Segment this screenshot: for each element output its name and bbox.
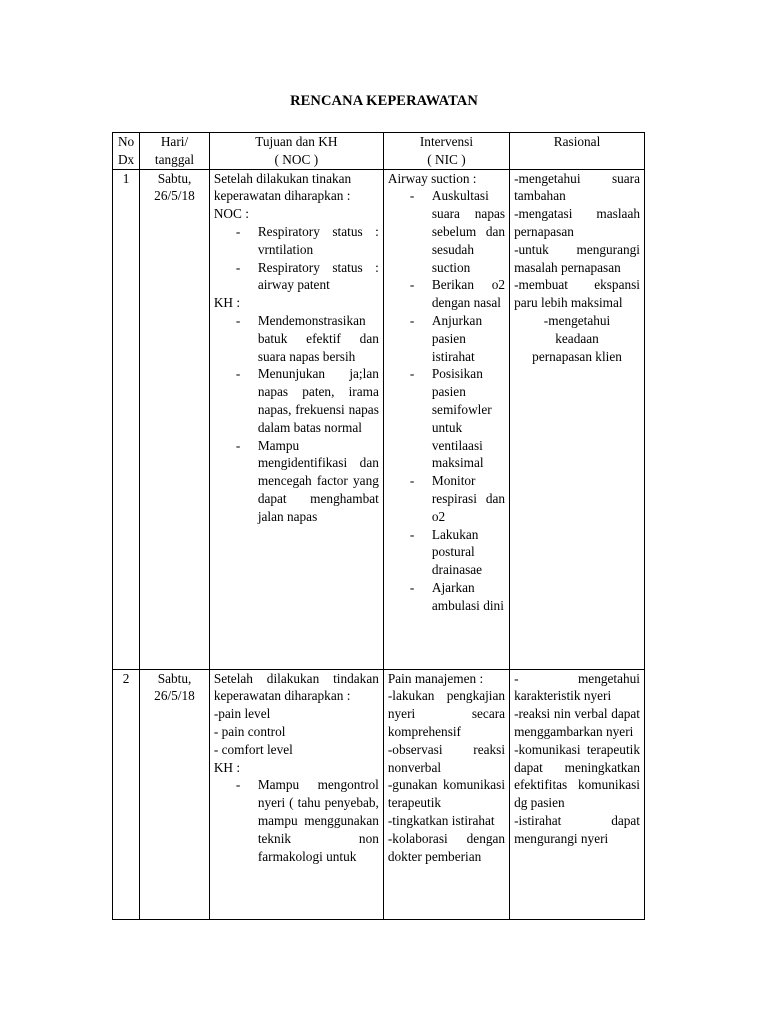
rational-item: - mengetahui karakteristik nyeri [514,670,640,704]
goal-intro: Setelah dilakukan tinakan keperawatan diharapkan : [213,170,352,204]
list-item: - Anjurkan pasien istirahat [388,312,505,365]
rational-item: -komunikasi terapeutik dapat meningkatkan efektifitas komunikasi dg pasien [514,741,640,811]
list-item: - Berikan o2 dengan nasal [388,276,505,312]
kh-list [214,776,379,865]
noc-line: - pain control [213,723,286,739]
nursing-plan-table [112,132,645,920]
intervention-item: -observasi reaksi nonverbal [387,741,506,775]
rational-item: -reaksi nin verbal dapat menggambarkan nyeri [514,706,640,739]
noc-line: -pain level [213,706,271,722]
rational-item: -mengatasi maslaah pernapasan [514,206,640,239]
goal-intro: Setelah dilakukan tindakan keperawatan diharapkan : [213,670,379,704]
list-item: - Auskultasi suara napas sebelum dan sesudah suction [388,187,505,276]
intervention-item: -lakukan pengkajian nyeri secara komprehensif [387,688,506,739]
header-goal: Tujuan dan KH ( NOC ) [209,133,383,170]
intervention-item: -tingkatkan istirahat [387,812,495,828]
cell-day: Sabtu, 26/5/18 [140,669,210,919]
kh-label: KH : [213,295,241,311]
intervention-label: Pain manajemen : [387,670,484,686]
intervention-item: -gunakan komunikasi terapeutik [387,777,506,811]
rational-item: -mengetahui suara tambahan [514,170,640,204]
list-item: - Respiratory status : vrntilation [214,223,379,259]
cell-goal [209,669,383,919]
noc-line: - comfort level [213,741,293,757]
table-row [113,669,645,919]
kh-label: KH : [213,759,241,775]
cell-goal [209,169,383,669]
intervention-label: Airway suction : [387,170,477,186]
kh-list [214,312,379,526]
list-item: - Posisikan pasien semifowler untuk ventilaasi maksimal [388,365,505,472]
header-rational: Rasional [510,133,645,170]
cell-rational [510,669,645,919]
rational-item: keadaan [555,330,599,346]
cell-rational [510,169,645,669]
rational-item: -mengetahui [543,312,611,328]
list-item: - Ajarkan ambulasi dini [388,579,505,615]
table-row [113,169,645,669]
cell-no: 2 [113,669,140,919]
list-item: - Monitor respirasi dan o2 [388,472,505,525]
cell-intervention [383,169,509,669]
table-header-row [113,133,645,170]
noc-label: NOC : [213,206,249,222]
cell-intervention [383,669,509,919]
header-no-dx: No Dx [113,133,140,170]
intervention-list [388,187,505,614]
list-item: - Lakukan postural drainasae [388,526,505,579]
list-item: - Mampu mengidentifikasi dan mencegah factor yang dapat menghambat jalan napas [214,437,379,526]
rational-item: -membuat ekspansi paru lebih maksimal [514,277,640,311]
rational-item: -istirahat dapat mengurangi nyeri [514,812,640,846]
rational-item: -untuk mengurangi masalah pernapasan [514,241,640,275]
cell-no: 1 [113,169,140,669]
header-intervention: Intervensi ( NIC ) [383,133,509,170]
list-item: - Menunjukan ja;lan napas paten, irama napas, frekuensi napas dalam batas normal [214,365,379,436]
list-item: - Mampu mengontrol nyeri ( tahu penyebab, mampu menggunakan teknik non farmakologi untuk [214,776,379,865]
header-day: Hari/ tanggal [140,133,210,170]
page-title: RENCANA KEPERAWATAN [290,93,478,109]
noc-list [214,223,379,294]
list-item: - Mendemonstrasikan batuk efektif dan suara napas bersih [214,312,379,365]
intervention-item: -kolaborasi dengan dokter pemberian [387,830,506,864]
rational-item: pernapasan klien [532,348,622,364]
cell-day: Sabtu, 26/5/18 [140,169,210,669]
list-item: - Respiratory status : airway patent [214,259,379,295]
